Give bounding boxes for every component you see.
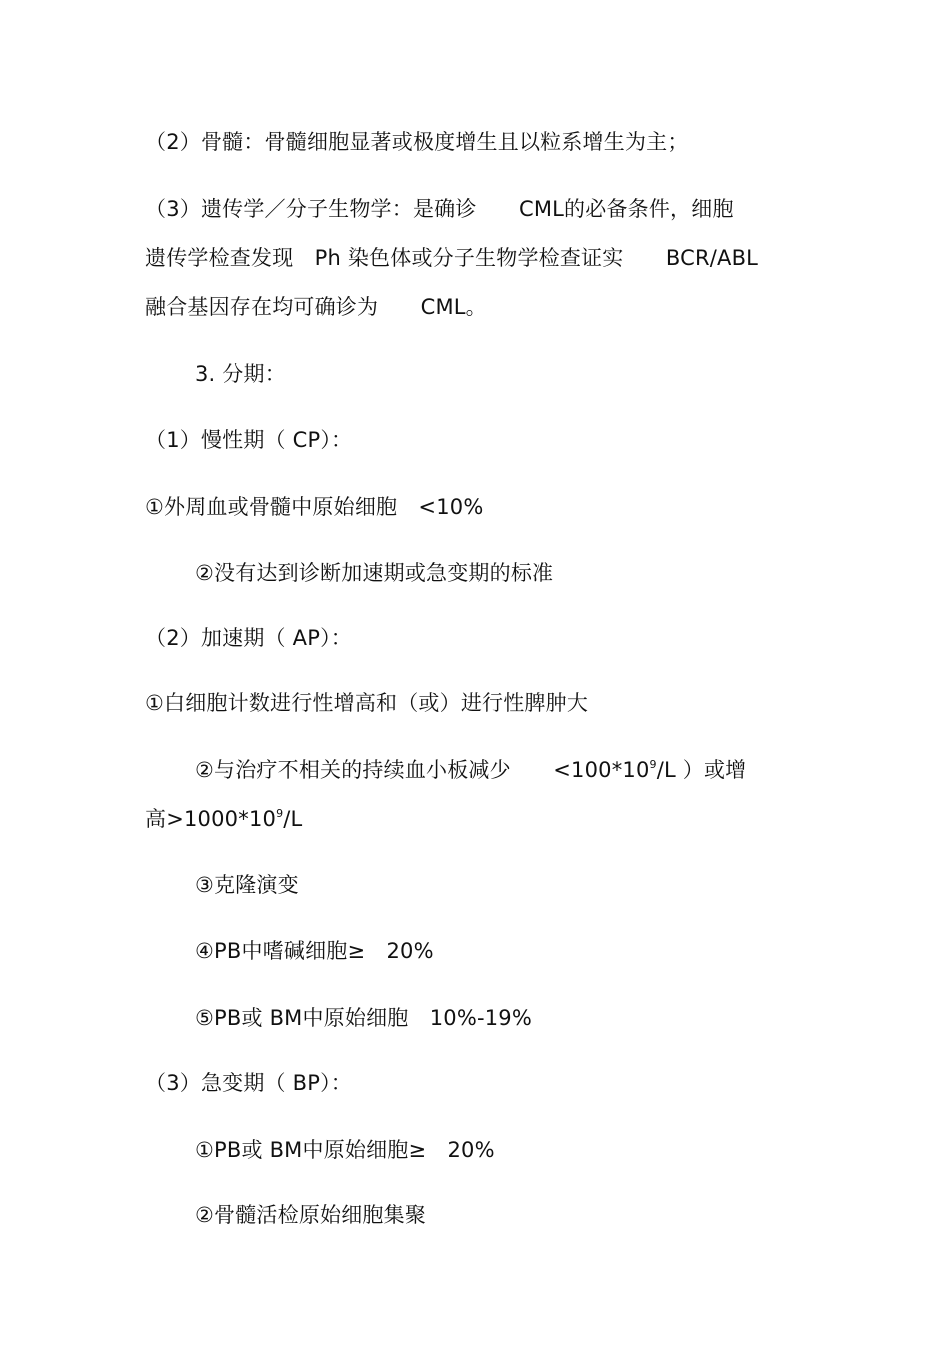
accelerated-phase-item-5: ⑤PB或 BM中原始细胞 10%-19%: [195, 1006, 533, 1030]
platelet-low-unit: /L ）或增: [656, 758, 747, 782]
blast-phase-item-1: ①PB或 BM中原始细胞≥ 20%: [195, 1138, 495, 1162]
accelerated-phase-heading: （2）加速期（ AP）：: [145, 626, 352, 650]
accelerated-phase-item-1: ①白细胞计数进行性增高和（或）进行性脾肿大: [145, 691, 589, 715]
exponent: 9: [276, 807, 284, 820]
blast-phase-heading: （3）急变期（ BP）：: [145, 1071, 353, 1095]
genetics-criterion-line-1: （3）遗传学／分子生物学：是确诊 CML的必备条件，细胞: [145, 197, 734, 221]
genetics-criterion-line-3: 融合基因存在均可确诊为 CML。: [145, 295, 487, 319]
accelerated-phase-item-2-line-1: [195, 757, 746, 783]
accelerated-phase-item-2-line-2: [145, 806, 302, 832]
genetics-criterion-line-2: 遗传学检查发现 Ph 染色体或分子生物学检查证实 BCR/ABL: [145, 246, 759, 270]
chronic-phase-item-2: ②没有达到诊断加速期或急变期的标准: [195, 561, 554, 585]
platelet-high-unit: /L: [283, 807, 303, 831]
marrow-criterion: （2）骨髓：骨髓细胞显著或极度增生且以粒系增生为主；: [145, 130, 689, 154]
platelet-low-text: ②与治疗不相关的持续血小板减少 <100*10: [195, 758, 650, 782]
platelet-high-text: 高>1000*10: [145, 807, 277, 831]
accelerated-phase-item-4: ④PB中嗜碱细胞≥ 20%: [195, 939, 434, 963]
accelerated-phase-item-3: ③克隆演变: [195, 873, 299, 897]
chronic-phase-item-1: ①外周血或骨髓中原始细胞 <10%: [145, 495, 484, 519]
chronic-phase-heading: （1）慢性期（ CP）：: [145, 428, 353, 452]
exponent: 9: [649, 758, 657, 771]
blast-phase-item-2: ②骨髓活检原始细胞集聚: [195, 1203, 427, 1227]
staging-heading: 3. 分期：: [195, 362, 286, 386]
